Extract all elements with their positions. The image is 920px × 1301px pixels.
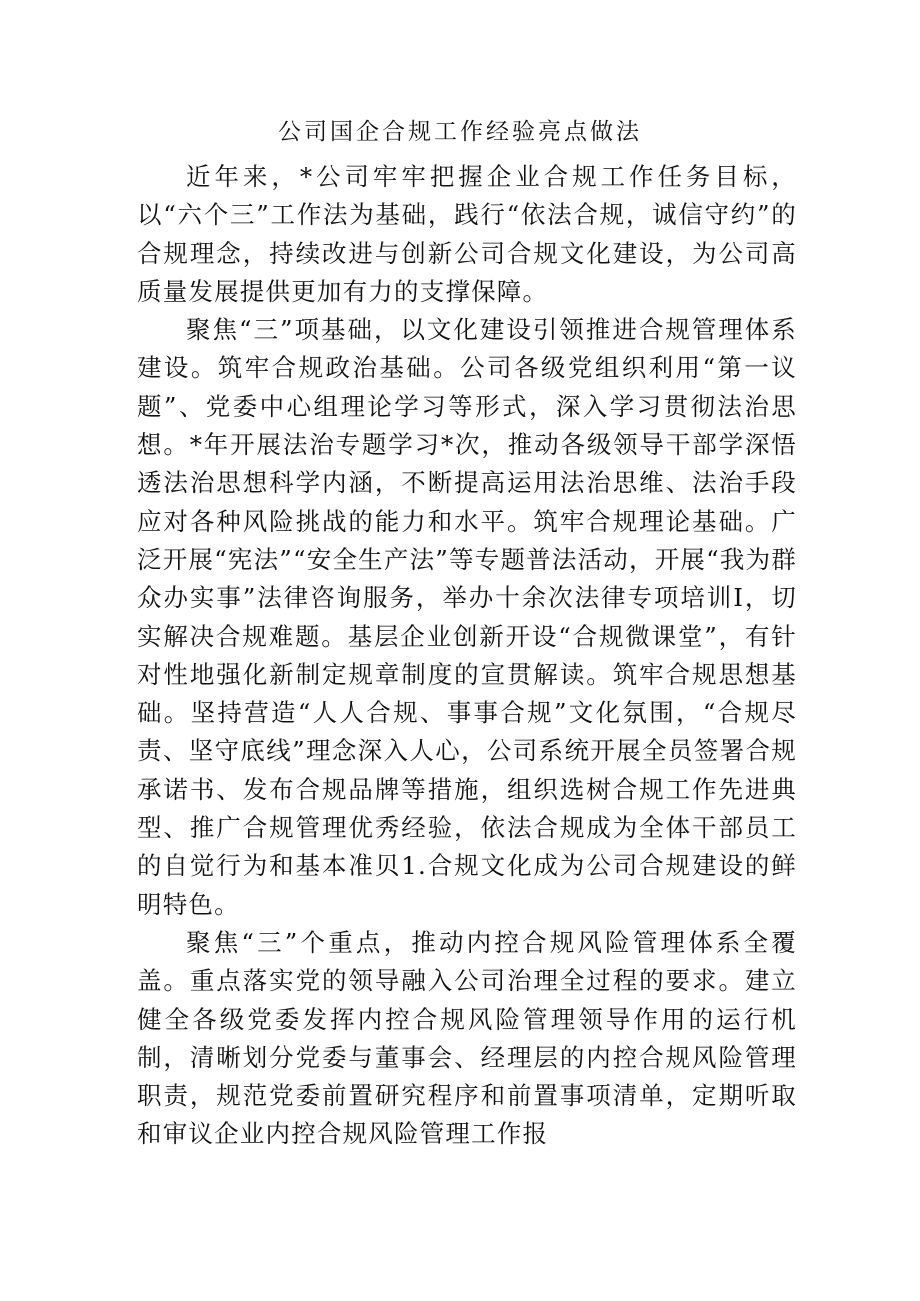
- paragraph-intro: 近年来，*公司牢牢把握企业合规工作任务目标，以“六个三”工作法为基础，践行“依法合规，诚信守约”的合规理念，持续改进与创新公司合规文化建设，为公司高质量发展提供更加有力的支撑保障。: [137, 162, 797, 306]
- document-body: [137, 158, 797, 1154]
- paragraph-culture-foundation: 聚焦“三”项基础，以文化建设引领推进合规管理体系建设。筑牢合规政治基础。公司各级党组织利用“第一议题”、党委中心组理论学习等形式，深入学习贯彻法治思想。*年开展法治专题学习*次，推动各级领导干部学深悟透法治思想科学内涵，不断提高运用法治思维、法治手段应对各种风险挑战的能力和水平。筑牢合规理论基础。广泛开展“宪法”“安全生产法”等专题普法活动，开展“我为群众办实事”法律咨询服务，举办十余次法律专项培训I，切实解决合规难题。基层企业创新开设“合规微课堂”，有针对性地强化新制定规章制度的宣贯解读。筑牢合规思想基础。坚持营造“人人合规、事事合规”文化氛围，“合规尽责、坚守底线”理念深入人心，公司系统开展全员签署合规承诺书、发布合规品牌等措施，组织选树合规工作先进典型、推广合规管理优秀经验，依法合规成为全体干部员工的自觉行为和基本准贝1.合规文化成为公司合规建设的鲜明特色。: [137, 315, 797, 919]
- document-title: 公司国企合规工作经验亮点做法: [278, 119, 642, 145]
- paragraph-risk-management: 聚焦“三”个重点，推动内控合规风险管理体系全覆盖。重点落实党的领导融入公司治理全过程的要求。建立健全各级党委发挥内控合规风险管理领导作用的运行机制，清晰划分党委与董事会、经理层的内控合规风险管理职责，规范党委前置研究程序和前置事项清单，定期听取和审议企业内控合规风险管理工作报: [137, 927, 797, 1149]
